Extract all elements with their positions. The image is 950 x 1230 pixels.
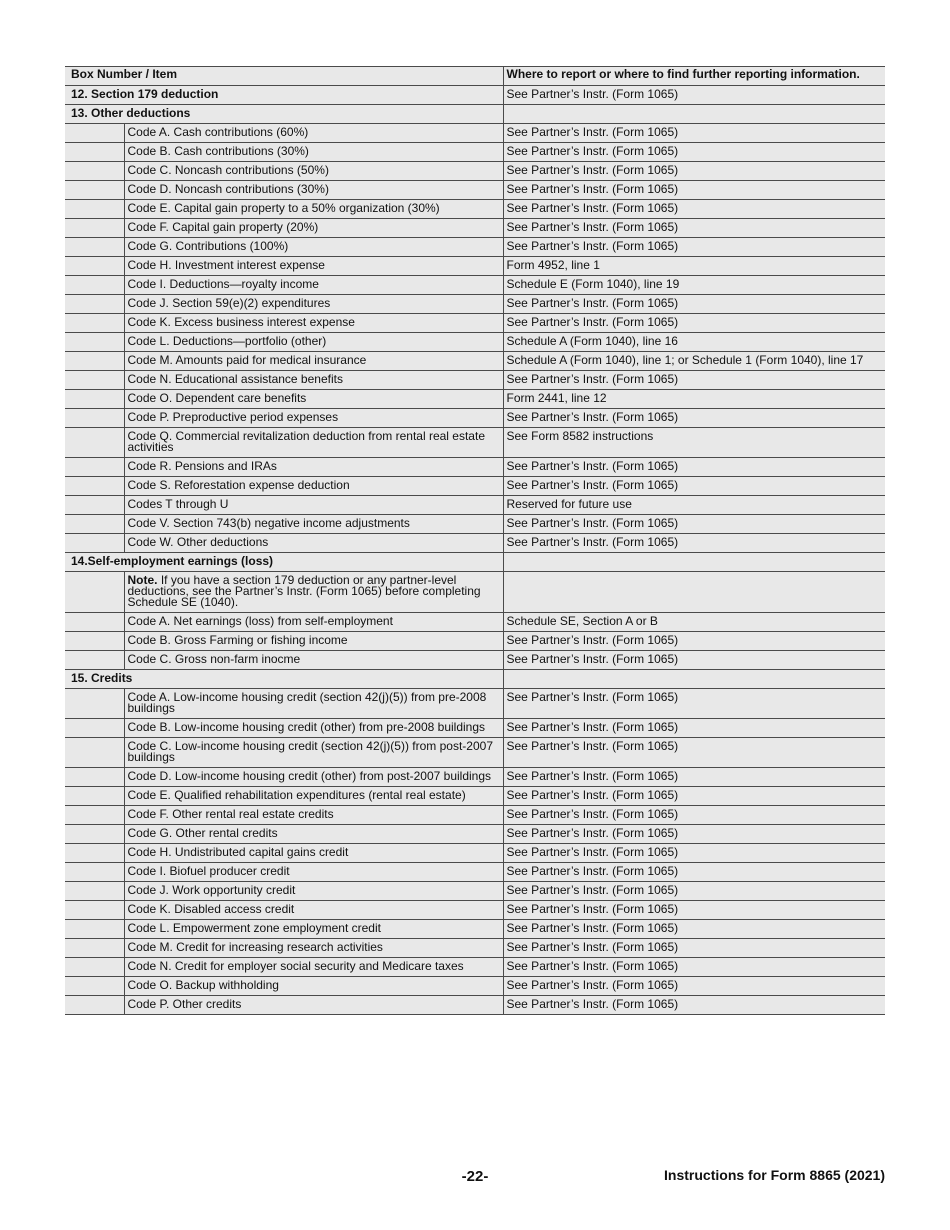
- table-row: [65, 787, 885, 806]
- code-item-cell: Code B. Cash contributions (30%): [124, 143, 503, 162]
- reporting-table-container: [65, 66, 885, 1015]
- code-item-cell: Code N. Educational assistance benefits: [124, 371, 503, 390]
- table-body: [65, 86, 885, 1015]
- indent-cell: [65, 238, 124, 257]
- where-to-report-cell: See Partner’s Instr. (Form 1065): [503, 977, 885, 996]
- where-to-report-cell: See Partner’s Instr. (Form 1065): [503, 689, 885, 719]
- where-to-report-cell: See Partner’s Instr. (Form 1065): [503, 787, 885, 806]
- table-row: [65, 257, 885, 276]
- note-row: [65, 572, 885, 613]
- code-item-cell: Codes T through U: [124, 496, 503, 515]
- where-to-report-cell: Schedule E (Form 1040), line 19: [503, 276, 885, 295]
- table-row: [65, 143, 885, 162]
- indent-cell: [65, 901, 124, 920]
- where-to-report-cell: See Partner’s Instr. (Form 1065): [503, 314, 885, 333]
- table-row: [65, 276, 885, 295]
- table-row: [65, 863, 885, 882]
- where-to-report-cell: Form 2441, line 12: [503, 390, 885, 409]
- indent-cell: [65, 977, 124, 996]
- code-item-cell: Code W. Other deductions: [124, 534, 503, 553]
- code-item-cell: Code N. Credit for employer social security and Medicare taxes: [124, 958, 503, 977]
- where-to-report-cell: See Partner’s Instr. (Form 1065): [503, 534, 885, 553]
- table-row: [65, 477, 885, 496]
- table-row: [65, 333, 885, 352]
- where-to-report-cell: See Partner’s Instr. (Form 1065): [503, 515, 885, 534]
- code-item-cell: Code O. Backup withholding: [124, 977, 503, 996]
- indent-cell: [65, 496, 124, 515]
- code-item-cell: Code E. Qualified rehabilitation expenditures (rental real estate): [124, 787, 503, 806]
- indent-cell: [65, 257, 124, 276]
- indent-cell: [65, 352, 124, 371]
- where-to-report-cell: Schedule A (Form 1040), line 1; or Schedule 1 (Form 1040), line 17: [503, 352, 885, 371]
- table-row: [65, 977, 885, 996]
- table-row: [65, 496, 885, 515]
- where-to-report-cell: See Form 8582 instructions: [503, 428, 885, 458]
- where-cell-box12: See Partner’s Instr. (Form 1065): [503, 86, 885, 105]
- where-to-report-cell: See Partner’s Instr. (Form 1065): [503, 939, 885, 958]
- where-cell-box15: [503, 670, 885, 689]
- reporting-table: [65, 66, 885, 1015]
- code-item-cell: Code C. Gross non-farm inocme: [124, 651, 503, 670]
- code-item-cell: Code P. Other credits: [124, 996, 503, 1015]
- table-row: [65, 534, 885, 553]
- where-to-report-cell: See Partner’s Instr. (Form 1065): [503, 458, 885, 477]
- indent-cell: [65, 689, 124, 719]
- indent-cell: [65, 409, 124, 428]
- note-text: If you have a section 179 deduction or any partner-level deductions, see the Partner’s Instr. (Form 1065) before completing Schedule SE (1040).: [127, 573, 481, 609]
- indent-cell: [65, 572, 124, 613]
- code-item-cell: Code D. Noncash contributions (30%): [124, 181, 503, 200]
- indent-cell: [65, 181, 124, 200]
- where-to-report-cell: See Partner’s Instr. (Form 1065): [503, 219, 885, 238]
- indent-cell: [65, 295, 124, 314]
- where-to-report-cell: See Partner’s Instr. (Form 1065): [503, 958, 885, 977]
- where-to-report-cell: See Partner’s Instr. (Form 1065): [503, 719, 885, 738]
- code-item-cell: Code Q. Commercial revitalization deduction from rental real estate activities: [124, 428, 503, 458]
- code-item-cell: Code R. Pensions and IRAs: [124, 458, 503, 477]
- indent-cell: [65, 920, 124, 939]
- table-row: [65, 219, 885, 238]
- code-item-cell: Code I. Biofuel producer credit: [124, 863, 503, 882]
- section-row-box12: [65, 86, 885, 105]
- where-to-report-cell: See Partner’s Instr. (Form 1065): [503, 238, 885, 257]
- table-row: [65, 738, 885, 768]
- where-to-report-cell: See Partner’s Instr. (Form 1065): [503, 825, 885, 844]
- indent-cell: [65, 863, 124, 882]
- table-row: [65, 806, 885, 825]
- indent-cell: [65, 996, 124, 1015]
- table-row: [65, 200, 885, 219]
- section-title-box12: 12. Section 179 deduction: [65, 86, 503, 105]
- self-employment-note: [124, 572, 503, 613]
- where-to-report-cell: Reserved for future use: [503, 496, 885, 515]
- table-row: [65, 719, 885, 738]
- where-to-report-cell: See Partner’s Instr. (Form 1065): [503, 768, 885, 787]
- section-title-box14: 14.Self-employment earnings (loss): [65, 553, 503, 572]
- indent-cell: [65, 719, 124, 738]
- where-to-report-cell: See Partner’s Instr. (Form 1065): [503, 882, 885, 901]
- code-item-cell: Code L. Empowerment zone employment credit: [124, 920, 503, 939]
- indent-cell: [65, 458, 124, 477]
- header-where-to-report: Where to report or where to find further reporting information.: [503, 67, 885, 86]
- where-to-report-cell: Schedule A (Form 1040), line 16: [503, 333, 885, 352]
- indent-cell: [65, 651, 124, 670]
- indent-cell: [65, 477, 124, 496]
- code-item-cell: Code B. Gross Farming or fishing income: [124, 632, 503, 651]
- indent-cell: [65, 534, 124, 553]
- table-row: [65, 882, 885, 901]
- section-title-box15: 15. Credits: [65, 670, 503, 689]
- indent-cell: [65, 276, 124, 295]
- indent-cell: [65, 844, 124, 863]
- table-row: [65, 162, 885, 181]
- header-box-number-item: Box Number / Item: [65, 67, 503, 86]
- code-item-cell: Code I. Deductions—royalty income: [124, 276, 503, 295]
- table-row: [65, 844, 885, 863]
- section-row-box14: [65, 553, 885, 572]
- indent-cell: [65, 333, 124, 352]
- indent-cell: [65, 825, 124, 844]
- table-row: [65, 958, 885, 977]
- where-to-report-cell: See Partner’s Instr. (Form 1065): [503, 901, 885, 920]
- page-number: -22-: [461, 1168, 489, 1185]
- where-to-report-cell: See Partner’s Instr. (Form 1065): [503, 844, 885, 863]
- table-row: [65, 996, 885, 1015]
- indent-cell: [65, 390, 124, 409]
- where-to-report-cell: See Partner’s Instr. (Form 1065): [503, 181, 885, 200]
- code-item-cell: Code A. Net earnings (loss) from self-employment: [124, 613, 503, 632]
- table-row: [65, 689, 885, 719]
- table-row: [65, 428, 885, 458]
- table-row: [65, 409, 885, 428]
- code-item-cell: Code H. Undistributed capital gains credit: [124, 844, 503, 863]
- where-cell-box13: [503, 105, 885, 124]
- code-item-cell: Code A. Cash contributions (60%): [124, 124, 503, 143]
- code-item-cell: Code K. Excess business interest expense: [124, 314, 503, 333]
- table-row: [65, 314, 885, 333]
- code-item-cell: Code G. Other rental credits: [124, 825, 503, 844]
- code-item-cell: Code V. Section 743(b) negative income adjustments: [124, 515, 503, 534]
- code-item-cell: Code G. Contributions (100%): [124, 238, 503, 257]
- code-item-cell: Code C. Low-income housing credit (section 42(j)(5)) from post-2007 buildings: [124, 738, 503, 768]
- where-to-report-cell: See Partner’s Instr. (Form 1065): [503, 651, 885, 670]
- indent-cell: [65, 200, 124, 219]
- code-item-cell: Code M. Credit for increasing research activities: [124, 939, 503, 958]
- table-row: [65, 390, 885, 409]
- where-to-report-cell: See Partner’s Instr. (Form 1065): [503, 143, 885, 162]
- indent-cell: [65, 219, 124, 238]
- table-row: [65, 939, 885, 958]
- section-title-box13: 13. Other deductions: [65, 105, 503, 124]
- code-item-cell: Code E. Capital gain property to a 50% organization (30%): [124, 200, 503, 219]
- where-to-report-cell: See Partner’s Instr. (Form 1065): [503, 920, 885, 939]
- table-row: [65, 515, 885, 534]
- where-to-report-cell: See Partner’s Instr. (Form 1065): [503, 863, 885, 882]
- indent-cell: [65, 806, 124, 825]
- code-item-cell: Code F. Capital gain property (20%): [124, 219, 503, 238]
- where-to-report-cell: See Partner’s Instr. (Form 1065): [503, 632, 885, 651]
- section-row-box13: [65, 105, 885, 124]
- section-row-box15: [65, 670, 885, 689]
- table-row: [65, 632, 885, 651]
- code-item-cell: Code D. Low-income housing credit (other) from post-2007 buildings: [124, 768, 503, 787]
- code-item-cell: Code F. Other rental real estate credits: [124, 806, 503, 825]
- where-to-report-cell: See Partner’s Instr. (Form 1065): [503, 409, 885, 428]
- table-row: [65, 352, 885, 371]
- table-header-row: [65, 67, 885, 86]
- where-to-report-cell: See Partner’s Instr. (Form 1065): [503, 996, 885, 1015]
- where-to-report-cell: See Partner’s Instr. (Form 1065): [503, 295, 885, 314]
- where-to-report-cell: See Partner’s Instr. (Form 1065): [503, 477, 885, 496]
- table-row: [65, 458, 885, 477]
- where-to-report-cell: See Partner’s Instr. (Form 1065): [503, 738, 885, 768]
- indent-cell: [65, 958, 124, 977]
- table-row: [65, 613, 885, 632]
- code-item-cell: Code S. Reforestation expense deduction: [124, 477, 503, 496]
- where-cell-note: [503, 572, 885, 613]
- code-item-cell: Code L. Deductions—portfolio (other): [124, 333, 503, 352]
- where-cell-box14: [503, 553, 885, 572]
- indent-cell: [65, 314, 124, 333]
- indent-cell: [65, 632, 124, 651]
- indent-cell: [65, 613, 124, 632]
- code-item-cell: Code C. Noncash contributions (50%): [124, 162, 503, 181]
- where-to-report-cell: See Partner’s Instr. (Form 1065): [503, 162, 885, 181]
- table-row: [65, 295, 885, 314]
- where-to-report-cell: Form 4952, line 1: [503, 257, 885, 276]
- table-row: [65, 181, 885, 200]
- table-row: [65, 920, 885, 939]
- indent-cell: [65, 143, 124, 162]
- code-item-cell: Code H. Investment interest expense: [124, 257, 503, 276]
- code-item-cell: Code K. Disabled access credit: [124, 901, 503, 920]
- indent-cell: [65, 738, 124, 768]
- where-to-report-cell: See Partner’s Instr. (Form 1065): [503, 200, 885, 219]
- table-row: [65, 238, 885, 257]
- indent-cell: [65, 124, 124, 143]
- code-item-cell: Code J. Work opportunity credit: [124, 882, 503, 901]
- indent-cell: [65, 428, 124, 458]
- where-to-report-cell: See Partner’s Instr. (Form 1065): [503, 806, 885, 825]
- indent-cell: [65, 371, 124, 390]
- indent-cell: [65, 162, 124, 181]
- where-to-report-cell: See Partner’s Instr. (Form 1065): [503, 371, 885, 390]
- where-to-report-cell: Schedule SE, Section A or B: [503, 613, 885, 632]
- indent-cell: [65, 882, 124, 901]
- code-item-cell: Code J. Section 59(e)(2) expenditures: [124, 295, 503, 314]
- table-row: [65, 768, 885, 787]
- where-to-report-cell: See Partner’s Instr. (Form 1065): [503, 124, 885, 143]
- code-item-cell: Code O. Dependent care benefits: [124, 390, 503, 409]
- note-label: Note.: [127, 573, 158, 587]
- code-item-cell: Code M. Amounts paid for medical insurance: [124, 352, 503, 371]
- table-row: [65, 825, 885, 844]
- table-row: [65, 901, 885, 920]
- code-item-cell: Code A. Low-income housing credit (section 42(j)(5)) from pre-2008 buildings: [124, 689, 503, 719]
- code-item-cell: Code B. Low-income housing credit (other) from pre-2008 buildings: [124, 719, 503, 738]
- document-title: Instructions for Form 8865 (2021): [664, 1167, 885, 1183]
- indent-cell: [65, 939, 124, 958]
- table-row: [65, 124, 885, 143]
- indent-cell: [65, 768, 124, 787]
- code-item-cell: Code P. Preproductive period expenses: [124, 409, 503, 428]
- table-row: [65, 651, 885, 670]
- indent-cell: [65, 787, 124, 806]
- table-row: [65, 371, 885, 390]
- indent-cell: [65, 515, 124, 534]
